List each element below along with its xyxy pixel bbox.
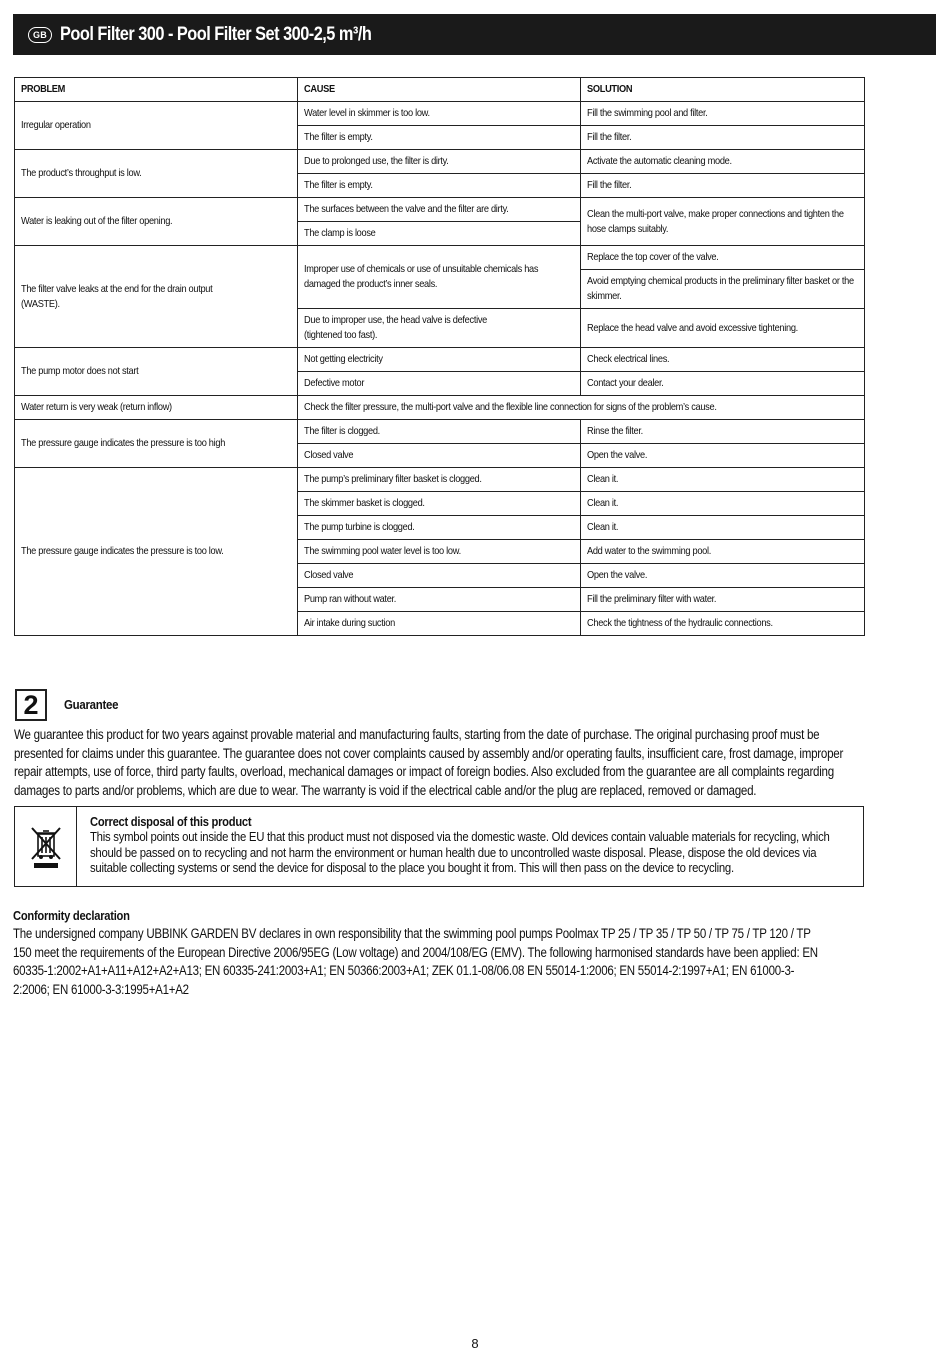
problem-cell: The pressure gauge indicates the pressure is too low. (15, 468, 298, 636)
solution-cell: Fill the filter. (581, 126, 865, 150)
solution-cell: Contact your dealer. (581, 372, 865, 396)
column-header-problem: PROBLEM (15, 78, 298, 102)
table-row (15, 420, 865, 444)
page-header (13, 14, 936, 55)
cause-cell: Improper use of chemicals or use of unsuitable chemicals has damaged the product’s inner seals. (298, 246, 581, 309)
cause-solution-cell: Check the filter pressure, the multi-port valve and the flexible line connection for signs of the problem’s cause. (298, 396, 865, 420)
solution-cell: Add water to the swimming pool. (581, 540, 865, 564)
problem-cell: The pump motor does not start (15, 348, 298, 396)
solution-cell: Open the valve. (581, 444, 865, 468)
guarantee-paragraph: We guarantee this product for two years against provable material and manufacturing faults, starting from the date of purchase. The original purchasing proof must be presented for claims under this guarantee. The guarantee does not cover complaints caused by assembly and/or operating faults, insufficient care, frost damage, improper repair attempts, use of force, third party faults, overload, mechanical damages or impact of foreign bodies. Also excluded from the guarantee are all complaints regarding damages to parts and/or problems, which are due to wear. The warranty is void if the electrical cable and/or the plug are replaced, removed or damaged. (14, 727, 844, 799)
cause-cell: The surfaces between the valve and the filter are dirty. (298, 198, 581, 222)
solution-cell: Clean it. (581, 516, 865, 540)
table-row (15, 246, 865, 270)
problem-cell: Water is leaking out of the filter opening. (15, 198, 298, 246)
cause-cell: Air intake during suction (298, 612, 581, 636)
cause-cell: Water level in skimmer is too low. (298, 102, 581, 126)
cause-cell: The swimming pool water level is too low. (298, 540, 581, 564)
guarantee-heading: Guarantee (64, 697, 119, 712)
cause-cell: Defective motor (298, 372, 581, 396)
table-row (15, 348, 865, 372)
table-row (15, 150, 865, 174)
conformity-heading: Conformity declaration (13, 908, 130, 923)
cause-cell: The filter is empty. (298, 174, 581, 198)
cause-cell: Closed valve (298, 564, 581, 588)
problem-cell: Water return is very weak (return inflow) (15, 396, 298, 420)
solution-cell: Fill the filter. (581, 174, 865, 198)
conformity-paragraph: The undersigned company UBBINK GARDEN BV declares in own responsibility that the swimming pool pumps Poolmax TP 25 / TP 35 / TP 50 / TP 75 / TP 120 / TP 150 meet the requirements of the European Directive 2006/95EG (Low voltage) and 2004/108/EG (EMV). The following harmonised standards have been applied: EN 60335-1:2002+A1+A11+A12+A2+A13; EN 60335-241:2003+A1; EN 50366:2003+A1; ZEK 01.1-08/06.08 EN 55014-1:2006; EN 55014-2:1997+A1; EN 61000-3-2:2006; EN 61000-3-3:1995+A1+A2 (13, 926, 818, 998)
problem-cell: The pressure gauge indicates the pressure is too high (15, 420, 298, 468)
solution-cell: Clean the multi-port valve, make proper connections and tighten the hose clamps suitably. (581, 198, 865, 246)
problem-cell: The filter valve leaks at the end for the drain output (WASTE). (15, 246, 298, 348)
solution-cell: Clean it. (581, 468, 865, 492)
section-number-badge: 2 (15, 689, 47, 721)
cause-cell: The filter is clogged. (298, 420, 581, 444)
cause-cell: The pump turbine is clogged. (298, 516, 581, 540)
disposal-icon-cell (15, 807, 77, 886)
solution-cell: Replace the top cover of the valve. (581, 246, 865, 270)
disposal-notice-box (14, 806, 864, 887)
cause-cell: Due to prolonged use, the filter is dirty. (298, 150, 581, 174)
column-header-cause: CAUSE (298, 78, 581, 102)
table-header-row (15, 78, 865, 102)
cause-cell: The filter is empty. (298, 126, 581, 150)
cause-cell: The clamp is loose (298, 222, 581, 246)
solution-cell: Check the tightness of the hydraulic connections. (581, 612, 865, 636)
page-title: Pool Filter 300 - Pool Filter Set 300-2,5 m³/h (60, 23, 372, 45)
problem-cell: Irregular operation (15, 102, 298, 150)
table-row (15, 396, 865, 420)
cause-cell: The pump’s preliminary filter basket is clogged. (298, 468, 581, 492)
disposal-paragraph: This symbol points out inside the EU that this product must not disposed via the domestic waste. Old devices contain valuable materials for recycling, which should be passed on to recycling and not harm the environment or human health due to uncontrolled waste disposal. Please, dispose the old devices via suitable collecting systems or send the device for disposal to the place you bought it from. This will then pass on the device to recycling. (90, 829, 830, 875)
solution-cell: Fill the preliminary filter with water. (581, 588, 865, 612)
solution-cell: Avoid emptying chemical products in the preliminary filter basket or the skimmer. (581, 270, 865, 309)
cause-cell: Pump ran without water. (298, 588, 581, 612)
cause-cell: Not getting electricity (298, 348, 581, 372)
solution-cell: Rinse the filter. (581, 420, 865, 444)
solution-cell: Replace the head valve and avoid excessive tightening. (581, 309, 865, 348)
cause-cell: The skimmer basket is clogged. (298, 492, 581, 516)
weee-crossed-bin-icon (29, 824, 63, 870)
problem-cell: The product’s throughput is low. (15, 150, 298, 198)
table-row (15, 102, 865, 126)
cause-cell: Closed valve (298, 444, 581, 468)
column-header-solution: SOLUTION (581, 78, 865, 102)
troubleshooting-table (14, 77, 865, 636)
solution-cell: Fill the swimming pool and filter. (581, 102, 865, 126)
table-row (15, 198, 865, 222)
solution-cell: Clean it. (581, 492, 865, 516)
solution-cell: Activate the automatic cleaning mode. (581, 150, 865, 174)
cause-cell: Due to improper use, the head valve is defective (tightened too fast). (298, 309, 581, 348)
solution-cell: Check electrical lines. (581, 348, 865, 372)
language-badge: GB (28, 27, 52, 43)
disposal-heading: Correct disposal of this product (90, 814, 252, 829)
solution-cell: Open the valve. (581, 564, 865, 588)
page-number: 8 (471, 1336, 479, 1351)
table-row (15, 468, 865, 492)
